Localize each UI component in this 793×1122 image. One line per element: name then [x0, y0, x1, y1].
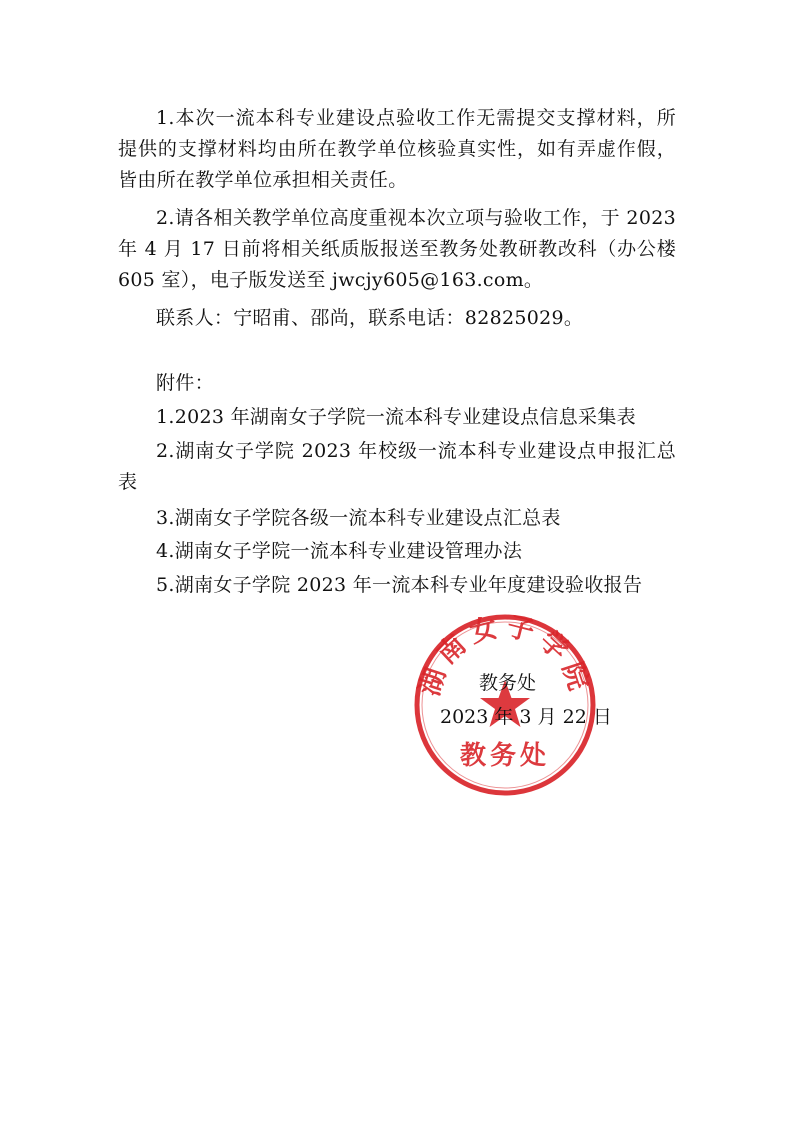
seal-inner-text: 教务处 — [459, 741, 551, 771]
contact-line: 联系人：宁昭甫、邵尚，联系电话：82825029。 — [156, 307, 584, 329]
paragraph-verification-note: 1.本次一流本科专业建设点验收工作无需提交支撑材料，所提供的支撑材料均由所在教学单位核验真实性，如有弄虚作假，皆由所在教学单位承担相关责任。 — [118, 107, 676, 191]
attachments-heading: 附件： — [156, 372, 214, 394]
attachment-item: 2.湖南女子学院 2023 年校级一流本科专业建设点申报汇总表 — [118, 440, 676, 493]
attachment-item: 3.湖南女子学院各级一流本科专业建设点汇总表 — [156, 507, 561, 529]
signature-office: 教务处 — [479, 672, 537, 694]
paragraph-submission-instructions: 2.请各相关教学单位高度重视本次立项与验收工作，于 2023 年 4 月 17 日前将相关纸质版报送至教务处教研教改科（办公楼 605 室），电子版发送至 jwcjy605@163.com。 — [118, 207, 676, 291]
seal-outer-text: 湖南女子学院 — [414, 612, 596, 700]
attachment-item: 1.2023 年湖南女子学院一流本科专业建设点信息采集表 — [156, 406, 636, 428]
signature-date: 2023 年 3 月 22 日 — [440, 706, 612, 728]
attachment-item: 4.湖南女子学院一流本科专业建设管理办法 — [156, 540, 523, 562]
attachment-item: 5.湖南女子学院 2023 年一流本科专业年度建设验收报告 — [156, 574, 643, 596]
